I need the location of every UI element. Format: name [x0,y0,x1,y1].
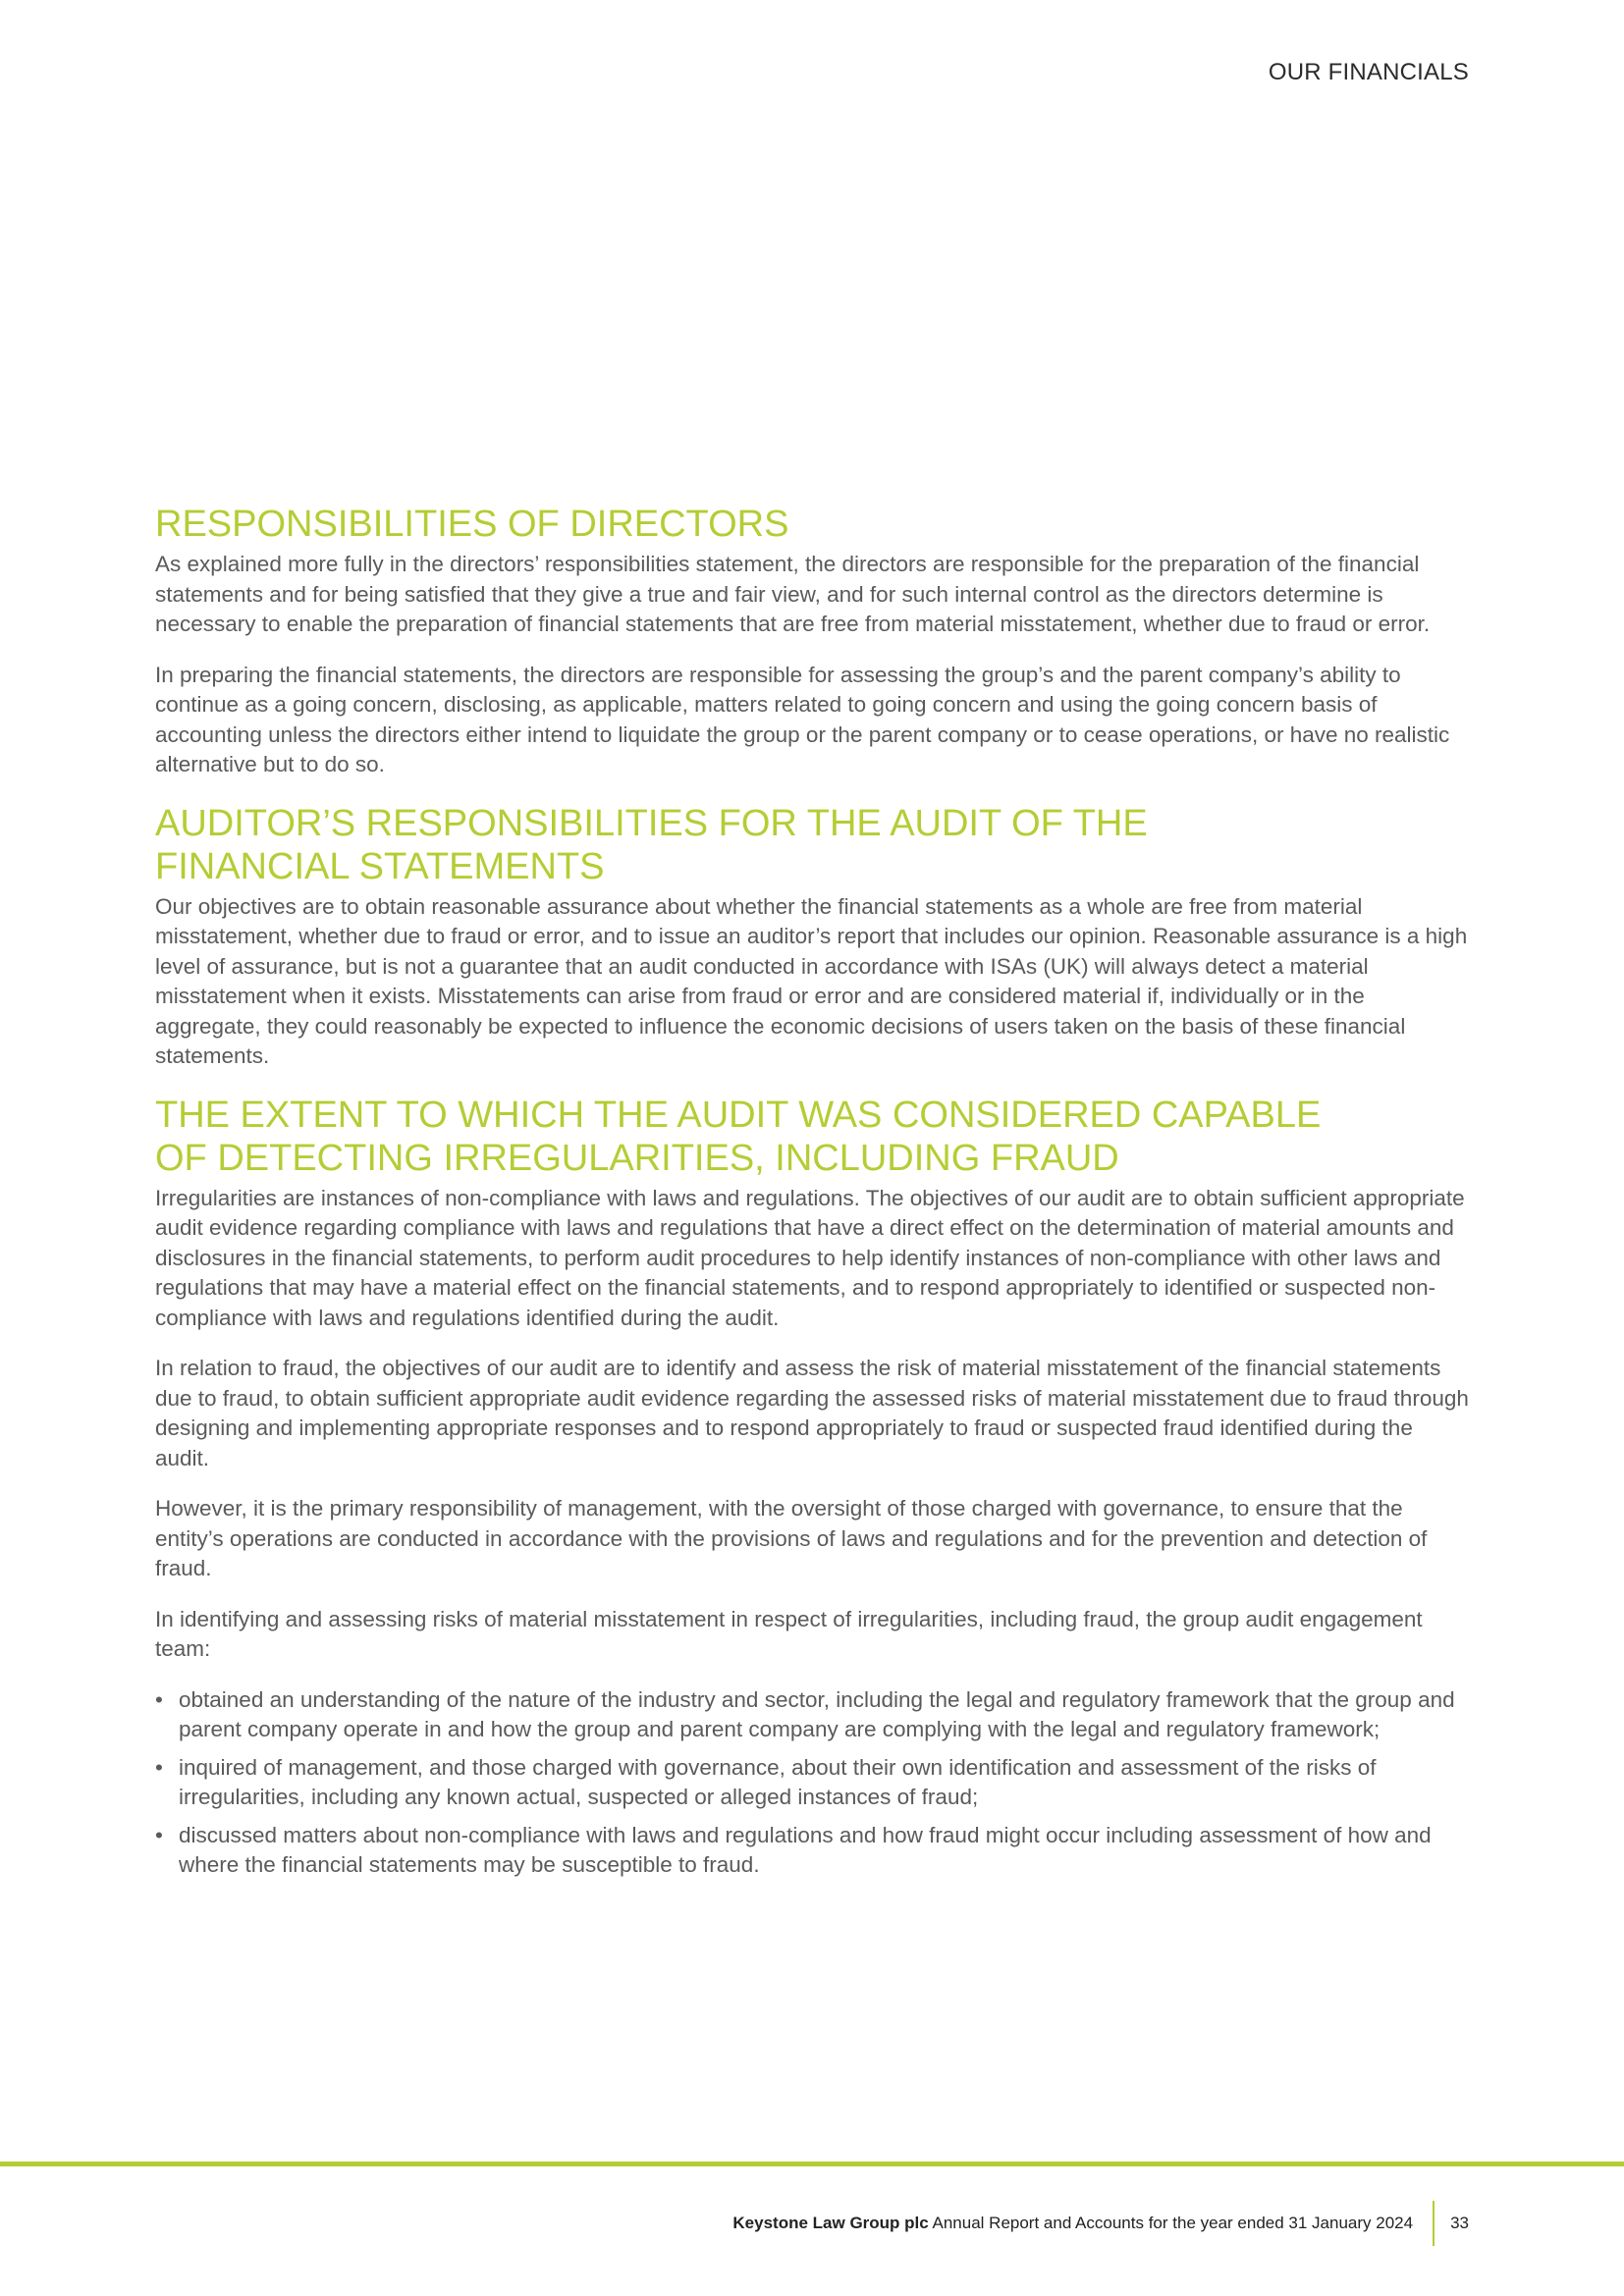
bullet-icon: • [155,1754,163,1780]
heading-line: FINANCIAL STATEMENTS [155,845,605,887]
running-header: OUR FINANCIALS [1268,59,1469,85]
list-item [155,1753,1471,1813]
paragraph: Irregularities are instances of non-compliance with laws and regulations. The objectives of our audit are to obtain sufficient appropriate audit evidence regarding compliance with laws and regulations that have a direct effect on the determination of material amounts and disclosures in the financial statements, to perform audit procedures to help identify instances of non-compliance with other laws and regulations that may have a material effect on the financial statements, and to respond appropriately to identified or suspected non-compliance with laws and regulations identified during the audit. [155,1185,1465,1330]
footer-report-title: Annual Report and Accounts for the year ended 31 January 2024 [928,2214,1414,2232]
paragraph: In preparing the financial statements, the directors are responsible for assessing the group’s and the parent company’s ability to continue as a going concern, disclosing, as applicable, matters related to going concern and using the going concern basis of accounting unless the directors either intend to liquidate the group or the parent company or to cease operations, or have no realistic alternative but to do so. [155,662,1450,776]
section-heading [155,802,1471,888]
report-body [155,503,1471,1902]
page-number: 33 [1450,2214,1469,2232]
footer-company: Keystone Law Group plc [732,2214,929,2232]
paragraph: However, it is the primary responsibility of management, with the oversight of those charged with governance, to ensure that the entity’s operations are conducted in accordance with the provisions of laws and regulations and for the prevention and detection of fraud. [155,1496,1428,1580]
list-item-text: discussed matters about non-compliance with laws and regulations and how fraud might occur including assessment of how and where the financial statements may be susceptible to fraud. [179,1822,1432,1877]
bullet-list [155,1685,1471,1881]
bullet-icon: • [155,1822,163,1847]
footer-divider [1433,2201,1435,2246]
paragraph: As explained more fully in the directors’ responsibilities statement, the directors are responsible for the preparation of the financial statements and for being satisfied that they give a true and fair view, and for such internal control as the directors determine is necessary to enable the preparation of financial statements that are free from material misstatement, whether due to fraud or error. [155,552,1431,636]
heading-line: THE EXTENT TO WHICH THE AUDIT WAS CONSIDERED CAPABLE [155,1094,1322,1136]
section-irregularities-fraud [155,1094,1471,1881]
section-heading [155,503,1471,546]
section-heading [155,1094,1471,1180]
footer-rule [0,2162,1624,2166]
list-item [155,1821,1471,1881]
paragraph: Our objectives are to obtain reasonable assurance about whether the financial statements as a whole are free from material misstatement, whether due to fraud or error, and to issue an auditor’s report that includes our opinion. Reasonable assurance is a high level of assurance, but is not a guarantee that an audit conducted in accordance with ISAs (UK) will always detect a material misstatement when it exists. Misstatements can arise from fraud or error and are considered material if, individually or in the aggregate, they could reasonably be expected to influence the economic decisions of users taken on the basis of these financial statements. [155,893,1468,1068]
heading-line: OF DETECTING IRREGULARITIES, INCLUDING FRAUD [155,1137,1119,1179]
heading-line: AUDITOR’S RESPONSIBILITIES FOR THE AUDIT OF THE [155,802,1148,844]
list-item [155,1685,1471,1745]
bullet-icon: • [155,1686,163,1712]
list-item-text: inquired of management, and those charged with governance, about their own identification and assessment of the risks of irregularities, including any known actual, suspected or alleged instances of fraud; [179,1754,1377,1809]
paragraph: In relation to fraud, the objectives of our audit are to identify and assess the risk of material misstatement of the financial statements due to fraud, to obtain sufficient appropriate audit evidence regarding the assessed risks of material misstatement due to fraud through designing and implementing appropriate responses and to respond appropriately to fraud or suspected fraud identified during the audit. [155,1356,1469,1470]
section-directors-responsibilities [155,503,1471,780]
list-item-text: obtained an understanding of the nature of the industry and sector, including the legal and regulatory framework that the group and parent company operate in and how the group and parent company are complying with the legal and regulatory framework; [179,1686,1455,1741]
heading-line: RESPONSIBILITIES OF DIRECTORS [155,504,789,545]
paragraph: In identifying and assessing risks of material misstatement in respect of irregularities, including fraud, the group audit engagement team: [155,1606,1423,1661]
section-auditor-responsibilities [155,802,1471,1072]
page-footer [732,2210,1469,2237]
